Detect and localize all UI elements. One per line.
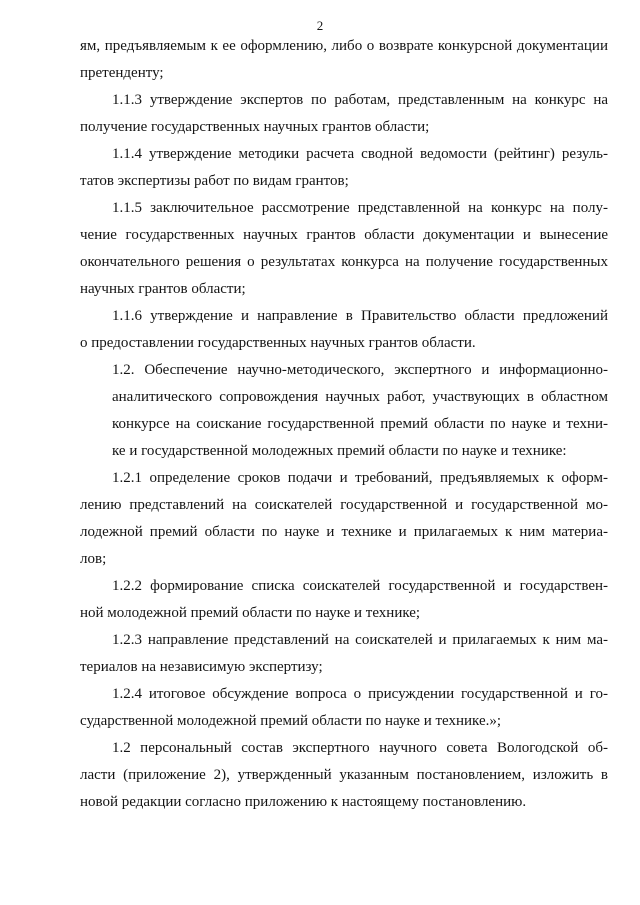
text-line: сударственной молодежной премий области по науке и технике.»; — [80, 713, 502, 729]
text-line: татов экспертизы работ по видам грантов; — [80, 173, 349, 189]
text-line: 1.2.3 направление представлений на соискателей и прилагаемых к ним ма- — [112, 632, 608, 648]
text-line: ной молодежной премий области по науке и технике; — [80, 605, 421, 621]
text-line: лов; — [80, 551, 107, 567]
text-line: ям, предъявляемым к ее оформлению, либо о возврате конкурсной документации — [80, 38, 608, 54]
text-line: териалов на независимую экспертизу; — [80, 659, 323, 675]
text-line: ке и государственной молодежных премий области по науке и технике: — [112, 443, 567, 459]
text-line: конкурсе на соискание государственной премий области по науке и техни- — [112, 416, 608, 432]
text-line: окончательного решения о результатах конкурса на получение государственных — [80, 254, 608, 270]
text-line: 1.2.1 определение сроков подачи и требований, предъявляемых к оформ- — [112, 470, 608, 486]
text-line: лению представлений на соискателей государственной и государственной мо- — [80, 497, 608, 513]
text-line: чение государственных научных грантов области документации и вынесение — [80, 227, 608, 243]
text-line: 1.1.6 утверждение и направление в Правительство области предложений — [112, 308, 608, 324]
text-line: 1.2. Обеспечение научно-методического, экспертного и информационно- — [112, 362, 608, 378]
text-line: научных грантов области; — [80, 281, 246, 297]
text-line: лодежной премий области по науке и технике и прилагаемых к ним материа- — [80, 524, 608, 540]
text-line: 1.2.2 формирование списка соискателей государственной и государствен- — [112, 578, 608, 594]
text-line: 1.1.3 утверждение экспертов по работам, представленным на конкурс на — [112, 92, 608, 108]
text-line: 1.1.4 утверждение методики расчета сводной ведомости (рейтинг) резуль- — [112, 146, 608, 162]
text-line: 1.2.4 итоговое обсуждение вопроса о присуждении государственной и го- — [112, 686, 608, 702]
page-number: 2 — [316, 18, 324, 33]
text-line: претенденту; — [80, 65, 164, 81]
text-line: новой редакции согласно приложению к настоящему постановлению. — [80, 794, 527, 810]
text-line: 1.1.5 заключительное рассмотрение представленной на конкурс на полу- — [112, 200, 608, 216]
text-line: аналитического сопровождения научных работ, участвующих в областном — [112, 389, 608, 405]
text-line: ласти (приложение 2), утвержденный указанным постановлением, изложить в — [80, 767, 608, 783]
text-line: о предоставлении государственных научных грантов области. — [80, 335, 476, 351]
text-line: получение государственных научных грантов области; — [80, 119, 430, 135]
text-line: 1.2 персональный состав экспертного научного совета Вологодской об- — [112, 740, 608, 756]
